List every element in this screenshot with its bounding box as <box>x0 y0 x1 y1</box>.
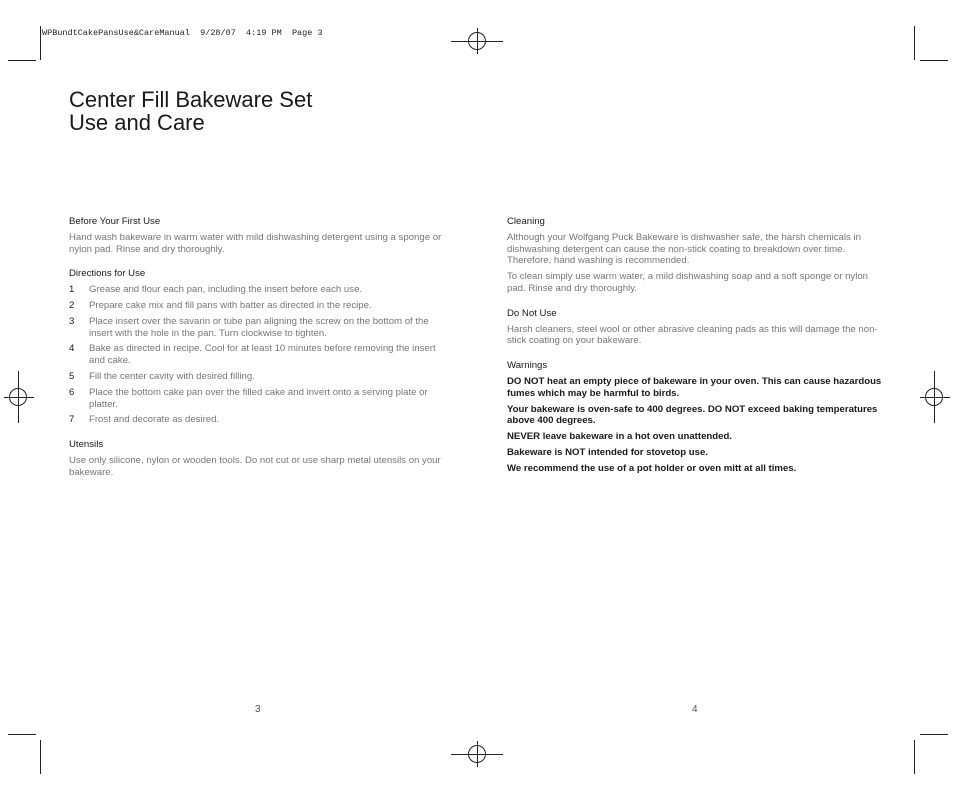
section-directions <box>69 268 454 426</box>
crop-mark <box>8 734 36 735</box>
section-text: Use only silicone, nylon or wooden tools. Do not cut or use sharp metal utensils on your bakeware. <box>69 454 441 478</box>
step-text: Prepare cake mix and fill pans with batter as directed in the recipe. <box>89 299 372 311</box>
list-item <box>69 316 454 340</box>
warning-item: Your bakeware is oven-safe to 400 degrees. DO NOT exceed baking temperatures above 400 degrees. <box>507 403 878 427</box>
list-item <box>69 387 454 411</box>
directions-list <box>69 284 454 426</box>
step-text: Place the bottom cake pan over the filled cake and invert onto a serving plate or platter. <box>89 386 428 410</box>
page-number-right: 4 <box>692 704 698 715</box>
registration-mark-circle <box>468 745 486 763</box>
section-text: Hand wash bakeware in warm water with mild dishwashing detergent using a sponge or nylon pad. Rinse and dry thoroughly. <box>69 231 442 255</box>
title-line-1: Center Fill Bakeware Set <box>69 87 313 112</box>
list-item <box>69 371 454 383</box>
crop-mark <box>920 60 948 61</box>
list-item <box>69 300 454 312</box>
section-heading: Do Not Use <box>507 307 557 319</box>
warning-item: DO NOT heat an empty piece of bakeware in your oven. This can cause hazardous fumes which may be harmful to birds. <box>507 375 882 399</box>
step-number: 3 <box>69 315 75 327</box>
section-first-use <box>69 216 454 255</box>
right-column <box>507 216 887 488</box>
list-item <box>69 343 454 367</box>
step-number: 4 <box>69 343 75 355</box>
section-cleaning <box>507 216 887 295</box>
step-text: Grease and flour each pan, including the insert before each use. <box>89 284 363 296</box>
section-text: To clean simply use warm water, a mild dishwashing soap and a soft sponge or nylon pad. Rinse and dry thoroughly. <box>507 271 869 294</box>
list-item <box>69 284 454 296</box>
registration-mark-circle <box>925 388 943 406</box>
crop-mark <box>920 734 948 735</box>
section-heading: Cleaning <box>507 216 545 227</box>
step-number: 2 <box>69 299 75 311</box>
step-number: 5 <box>69 370 75 382</box>
section-text: Harsh cleaners, steel wool or other abrasive cleaning pads as this will damage the non-stick coating on your bakeware. <box>507 323 878 347</box>
page-title <box>69 88 312 134</box>
section-utensils <box>69 439 454 478</box>
warning-item: We recommend the use of a pot holder or oven mitt at all times. <box>507 462 797 474</box>
registration-mark-circle <box>9 388 27 406</box>
registration-mark-circle <box>468 32 486 50</box>
section-heading: Before Your First Use <box>69 216 161 227</box>
title-line-2: Use and Care <box>69 110 205 135</box>
step-text: Frost and decorate as desired. <box>89 414 220 426</box>
crop-mark <box>40 26 41 60</box>
crop-mark <box>914 26 915 60</box>
step-text: Place insert over the savarin or tube pan aligning the screw on the bottom of the insert with the hole in the pan. Turn clockwise to tighten. <box>89 315 429 339</box>
left-column <box>69 216 454 492</box>
section-heading: Directions for Use <box>69 268 146 280</box>
step-number: 1 <box>69 284 75 296</box>
section-do-not-use <box>507 308 887 347</box>
section-text: Although your Wolfgang Puck Bakeware is dishwasher safe, the harsh chemicals in dishwashing detergent can cause the non-stick coating to breakdown over time. Therefore, hand washing is recommended. <box>507 231 861 267</box>
step-number: 7 <box>69 414 75 426</box>
crop-mark <box>8 60 36 61</box>
crop-mark <box>914 740 915 774</box>
step-text: Bake as directed in recipe. Cool for at least 10 minutes before removing the insert and cake. <box>89 343 436 367</box>
warning-item: NEVER leave bakeware in a hot oven unattended. <box>507 431 732 443</box>
step-number: 6 <box>69 386 75 398</box>
section-warnings <box>507 360 887 474</box>
page-number-left: 3 <box>255 704 261 715</box>
section-heading: Utensils <box>69 439 104 451</box>
list-item <box>69 414 454 426</box>
crop-mark <box>40 740 41 774</box>
section-heading: Warnings <box>507 360 548 372</box>
warning-item: Bakeware is NOT intended for stovetop use. <box>507 446 708 458</box>
print-slug: WPBundtCakePansUse&CareManual 9/28/07 4:19 PM Page 3 <box>42 28 323 38</box>
step-text: Fill the center cavity with desired filling. <box>89 370 255 382</box>
